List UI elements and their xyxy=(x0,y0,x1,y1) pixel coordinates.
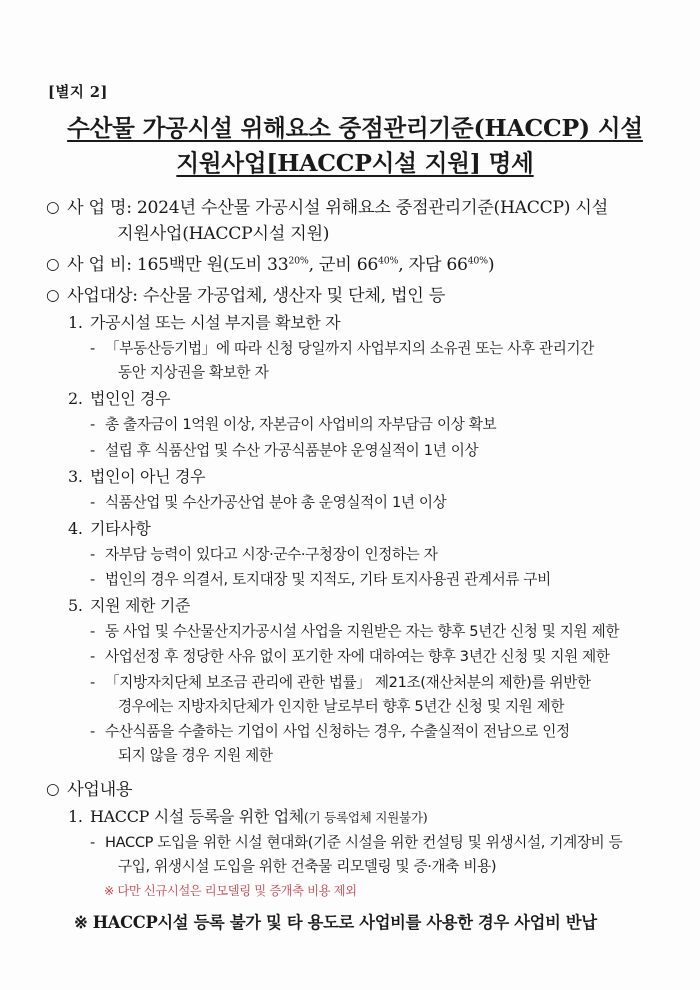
list-item-title: 법인이 아닌 경우 xyxy=(90,466,206,486)
list-item-number: 3. xyxy=(68,466,83,486)
list-item-body xyxy=(90,464,664,490)
project-cost-mid-2: , 자담 66 xyxy=(398,254,468,275)
page-title-line-1: 수산물 가공시설 위해요소 중점관리기준(HACCP) 시설 xyxy=(67,113,643,142)
project-content-item-list xyxy=(46,804,664,902)
sub-list-item-text: 설립 후 식품산업 및 수산 가공식품분야 운영실적이 1년 이상 xyxy=(105,441,479,459)
project-name-label: 사 업 명: xyxy=(67,197,132,218)
list-item-number: 1. xyxy=(68,313,83,333)
sub-list-item-body xyxy=(105,491,664,515)
sub-list-item xyxy=(46,543,664,567)
eligibility-body xyxy=(67,283,664,309)
dash-bullet-icon: - xyxy=(90,571,95,589)
project-cost-sup-3: 40% xyxy=(467,255,488,267)
sub-list-item xyxy=(46,413,664,437)
list-item-number: 1. xyxy=(68,806,83,826)
sub-list-item xyxy=(46,568,664,592)
sub-list-item-continuation: 구입, 위생시설 도입을 위한 건축물 리모델링 및 증·개축 비용) xyxy=(118,857,497,875)
dash-bullet-icon: - xyxy=(90,416,95,434)
list-item-title: 법인인 경우 xyxy=(90,389,171,409)
project-cost-total: 165백만 원(도비 33 xyxy=(136,254,289,275)
dash-bullet-icon: - xyxy=(90,648,95,666)
list-item-number: 4. xyxy=(68,518,83,538)
sub-list-item-text: 「지방자치단체 보조금 관리에 관한 법률」 제21조(재산처분의 제한)를 위반한 xyxy=(105,673,591,691)
dash-bullet-icon: - xyxy=(90,623,95,641)
project-name-value-2: 지원사업(HACCP시설 지원) xyxy=(117,223,330,244)
list-item xyxy=(46,593,664,619)
sub-list-item xyxy=(46,491,664,515)
dash-bullet-icon: - xyxy=(90,833,95,851)
document-label: [별지 2] xyxy=(48,84,108,101)
sub-list-item-body xyxy=(105,831,664,879)
sub-list-item-body xyxy=(105,671,664,719)
section-project-cost xyxy=(46,252,664,278)
project-cost-sup-2: 40% xyxy=(377,255,399,267)
project-cost-sup-1: 20% xyxy=(288,255,309,267)
list-item-title: 기타사항 xyxy=(90,518,151,538)
list-item-number: 2. xyxy=(68,389,83,409)
eligibility-value: 수산물 가공업체, 생산자 및 단체, 법인 등 xyxy=(142,285,446,306)
list-item xyxy=(46,464,664,490)
list-item xyxy=(46,804,664,830)
sub-list-item xyxy=(46,337,664,385)
project-content-label: 사업내용 xyxy=(67,779,133,800)
sub-list-item xyxy=(46,620,664,644)
footer-note: ※ HACCP시설 등록 불가 및 타 용도로 사업비를 사용한 경우 사업비 반납 xyxy=(74,912,597,932)
sub-list-item-body xyxy=(105,645,664,669)
red-exception-note: ※ 다만 신규시설은 리모델링 및 증개축 비용 제외 xyxy=(104,883,357,898)
dash-bullet-icon: - xyxy=(90,441,95,459)
sub-list-item-body xyxy=(105,720,664,768)
sub-list-item-body xyxy=(105,543,664,567)
dash-bullet-icon: - xyxy=(90,673,95,691)
list-item-title: 지원 제한 기준 xyxy=(90,596,191,616)
list-item-body xyxy=(90,593,664,619)
circle-bullet-icon: ○ xyxy=(46,254,60,273)
eligibility-label: 사업대상: xyxy=(67,285,138,306)
sub-list-item-text: 사업선정 후 정당한 사유 없이 포기한 자에 대하여는 향후 3년간 신청 및 지원 제한 xyxy=(105,648,610,666)
list-item-body xyxy=(90,804,664,830)
list-item xyxy=(46,386,664,412)
sub-list-item-body xyxy=(105,413,664,437)
sub-list-item-text: 식품산업 및 수산가공산업 분야 총 운영실적이 1년 이상 xyxy=(105,493,447,511)
sub-list-item-body xyxy=(105,620,664,644)
sub-list-item xyxy=(46,439,664,463)
sub-list-item-text: 수산식품을 수출하는 기업이 사업 신청하는 경우, 수출실적이 전남으로 인정 xyxy=(105,723,570,741)
project-name-body xyxy=(67,195,664,247)
project-name-value-1: 2024년 수산물 가공시설 위해요소 중점관리기준(HACCP) 시설 xyxy=(136,197,608,218)
sub-list-item xyxy=(46,671,664,719)
eligibility-item-list xyxy=(46,310,664,768)
dash-bullet-icon: - xyxy=(90,723,95,741)
dash-bullet-icon: - xyxy=(90,493,95,511)
sub-list-item xyxy=(46,831,664,879)
page-title xyxy=(46,112,664,181)
list-item-title-note: (기 등록업체 지원불가) xyxy=(303,809,428,825)
sub-list-item xyxy=(46,645,664,669)
sub-list-item xyxy=(46,720,664,768)
sub-list-item-text: 총 출자금이 1억원 이상, 자본금이 사업비의 자부담금 이상 확보 xyxy=(105,416,497,434)
sub-list-item-text: HACCP 도입을 위한 시설 현대화(기준 시설을 위한 컨설팅 및 위생시설, 기계장비 등 xyxy=(105,833,623,851)
list-item xyxy=(46,310,664,336)
project-cost-label: 사 업 비: xyxy=(67,254,132,275)
sub-list-item-text: 자부담 능력이 있다고 시장·군수·구청장이 인정하는 자 xyxy=(105,545,438,563)
dash-bullet-icon: - xyxy=(90,545,95,563)
project-cost-tail: ) xyxy=(487,254,495,275)
section-project-name xyxy=(46,195,664,247)
circle-bullet-icon: ○ xyxy=(46,197,60,216)
list-item-body xyxy=(90,386,664,412)
list-item-number: 5. xyxy=(68,596,83,616)
sub-list-item-body xyxy=(105,568,664,592)
sub-list-item-body xyxy=(105,439,664,463)
sub-list-item-text: 법인의 경우 의결서, 토지대장 및 지적도, 기타 토지사용권 관계서류 구비 xyxy=(105,571,551,589)
section-project-content xyxy=(46,777,664,803)
sub-list-item-continuation: 되지 않을 경우 지원 제한 xyxy=(118,747,273,765)
sub-list-item-text: 「부동산등기법」에 따라 신청 당일까지 사업부지의 소유권 또는 사후 관리기간 xyxy=(105,340,594,358)
circle-bullet-icon: ○ xyxy=(46,779,60,798)
project-cost-mid-1: , 군비 66 xyxy=(308,254,378,275)
list-item-title: HACCP 시설 등록을 위한 업체 xyxy=(90,806,304,826)
list-item xyxy=(46,516,664,542)
list-item-body xyxy=(90,310,664,336)
page-title-line-2: 지원사업[HACCP시설 지원] 명세 xyxy=(176,149,534,178)
list-item-title: 가공시설 또는 시설 부지를 확보한 자 xyxy=(90,313,341,333)
sub-list-item-body xyxy=(105,337,664,385)
list-item-body xyxy=(90,516,664,542)
sub-list-item-continuation: 경우에는 지방자치단체가 인지한 날로부터 향후 5년간 신청 및 지원 제한 xyxy=(118,697,565,715)
project-cost-body xyxy=(67,252,664,278)
sub-list-item-text: 동 사업 및 수산물산지가공시설 사업을 지원받은 자는 향후 5년간 신청 및 지원 제한 xyxy=(105,623,620,641)
circle-bullet-icon: ○ xyxy=(46,285,60,304)
dash-bullet-icon: - xyxy=(90,340,95,358)
sub-list-item-continuation: 동안 지상권을 확보한 자 xyxy=(118,364,269,382)
section-eligibility xyxy=(46,283,664,309)
